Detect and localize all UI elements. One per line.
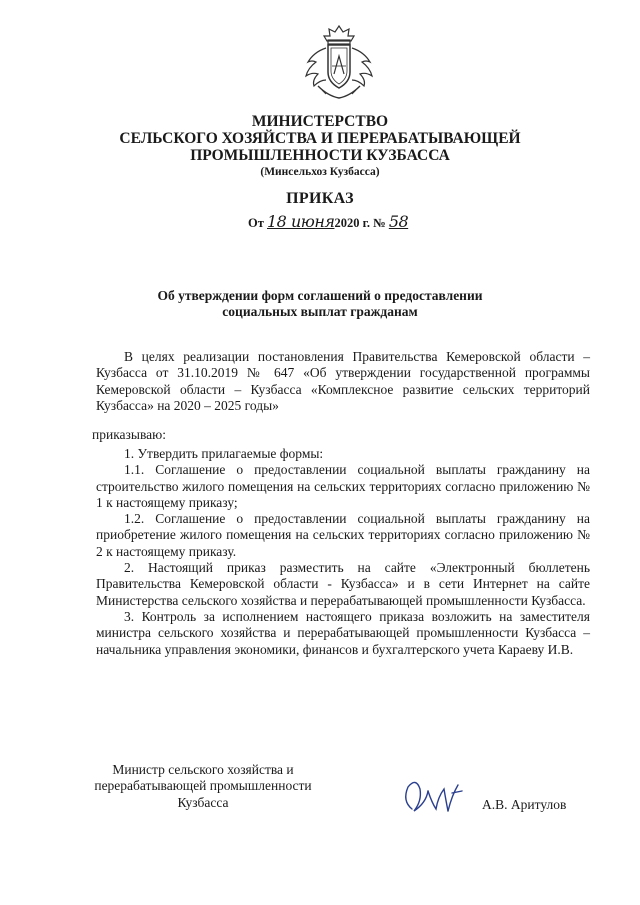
ministry-title-line: СЕЛЬСКОГО ХОЗЯЙСТВА И ПЕРЕРАБАТЫВАЮЩЕЙ [119, 130, 521, 147]
ministry-short-name: (Минсельхоз Кузбасса) [260, 166, 380, 178]
order-items [96, 446, 590, 658]
signer-position-line: Кузбасса [177, 794, 229, 810]
handwritten-number: 58 [388, 212, 409, 231]
signer-position-line: перерабатывающей промышленности [94, 778, 312, 794]
order-item: 1. Утвердить прилагаемые формы: [124, 446, 324, 461]
signer-position-line: Министр сельского хозяйства и [112, 762, 294, 777]
signer-position [78, 762, 328, 811]
ministry-title-line: МИНИСТЕРСТВО [251, 113, 389, 130]
date-prefix: От [248, 216, 264, 230]
order-item: 2. Настоящий приказ разместить на сайте «Электронный бюллетень Правительства Кемеровской области - Кузбасса» и в сети Интернет на сайте Министерства сельского хозяйства и перерабатывающей промышленности Кузбасса. [96, 560, 590, 608]
preamble-paragraph: В целях реализации постановления Правительства Кемеровской области – Кузбасса от 31.10.2019 № 647 «Об утверждении государственной программы Кемеровской области – Кузбасса «Комплексное развитие сельских территорий Кузбасса» на 2020 – 2025 годы» [96, 349, 590, 413]
document-subject [0, 288, 640, 320]
signer-name: А.В. Аритулов [482, 797, 567, 812]
order-item: 1.2. Соглашение о предоставлении социальной выплаты гражданину на приобретение жилого помещения на сельских территориях согласно приложению № 2 к настоящему приказу. [96, 511, 590, 559]
subject-line: социальных выплат гражданам [222, 304, 418, 319]
coat-of-arms-icon [296, 22, 382, 102]
date-number-line [248, 212, 408, 231]
number-sign: № [373, 216, 386, 230]
document-type: ПРИКАЗ [286, 190, 354, 207]
order-item: 1.1. Соглашение о предоставлении социальной выплаты гражданину на строительство жилого помещения на сельских территориях согласно приложению № 1 к настоящему приказу; [96, 462, 590, 510]
ministry-title-line: ПРОМЫШЛЕННОСТИ КУЗБАССА [190, 147, 450, 164]
date-year: 2020 г. [334, 216, 370, 230]
ministry-title [0, 113, 640, 164]
order-word: приказываю: [92, 427, 166, 442]
subject-line: Об утверждении форм соглашений о предоставлении [157, 288, 483, 303]
handwritten-date: 18 июня [267, 212, 335, 231]
order-item: 3. Контроль за исполнением настоящего приказа возложить на заместителя министра сельского хозяйства и перерабатывающей промышленности Кузбасса – начальника управления экономики, финансов и бухгалтерского учета Караеву И.В. [96, 608, 590, 657]
